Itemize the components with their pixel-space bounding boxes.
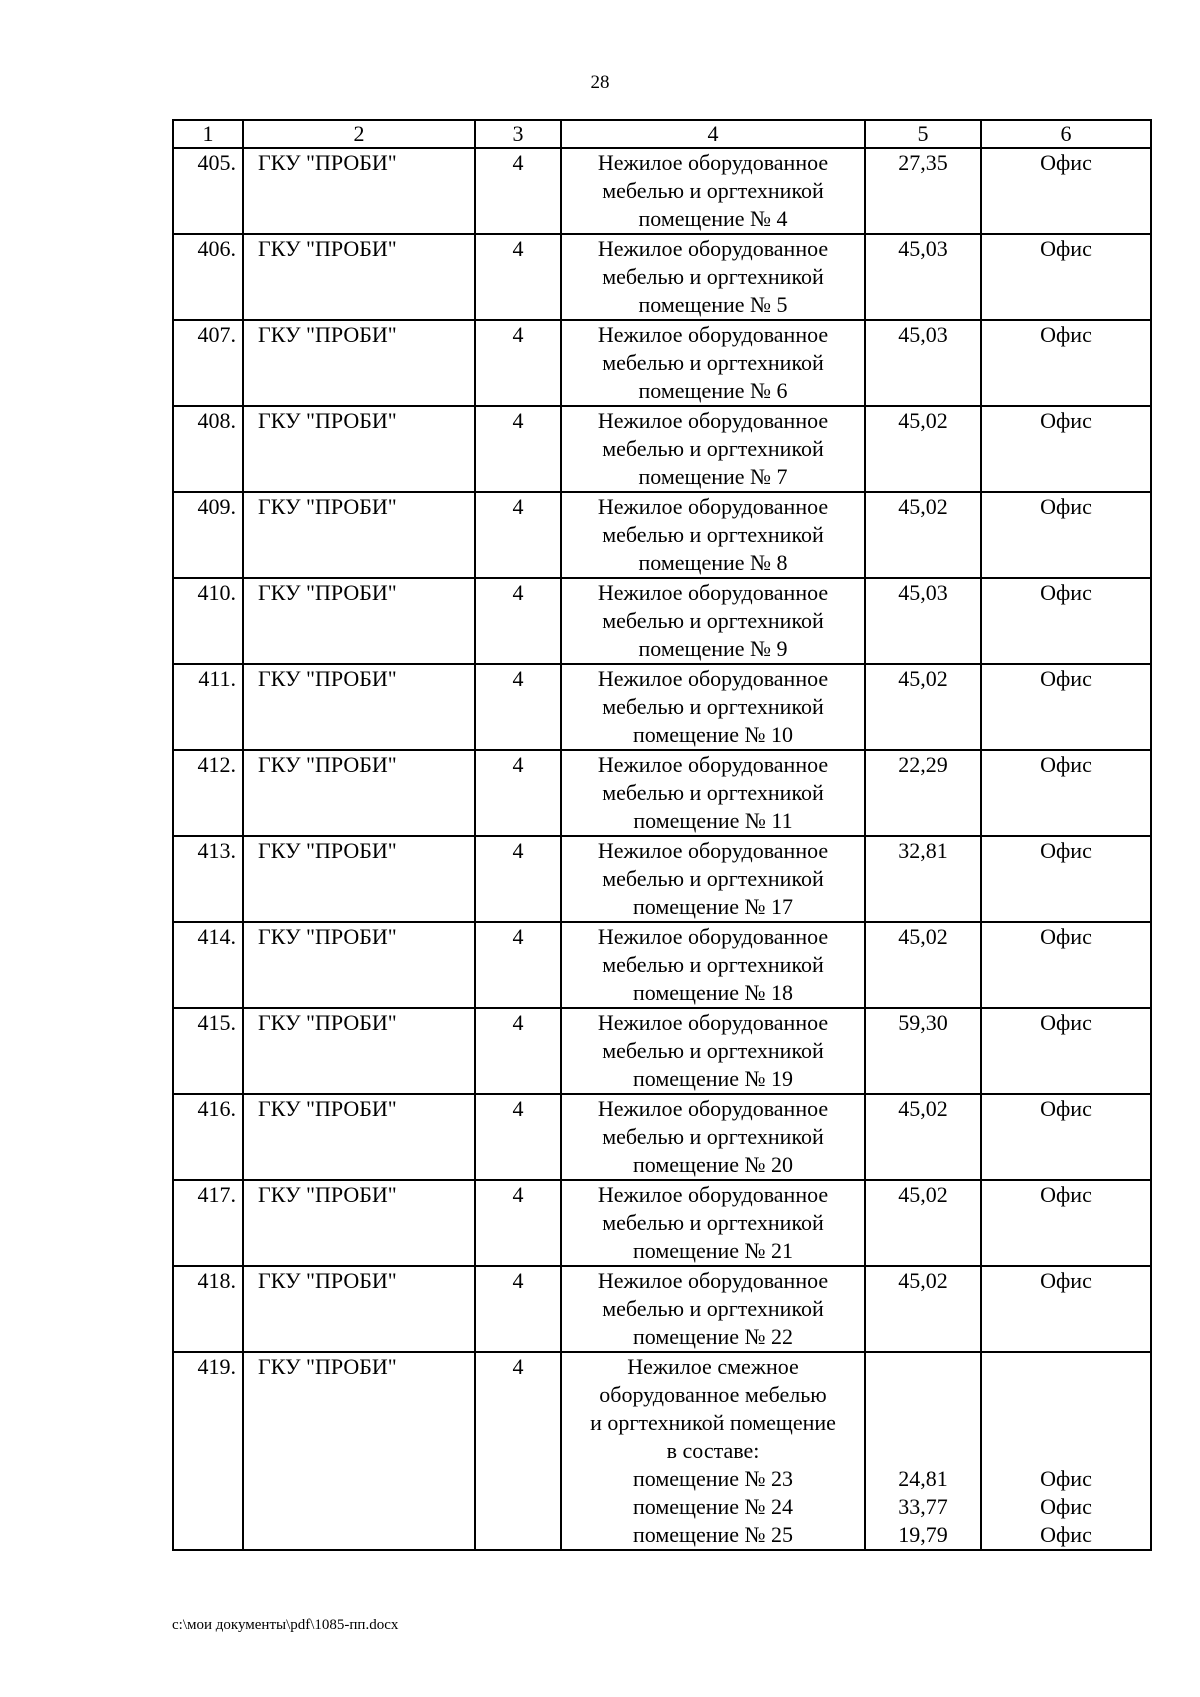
- floor-cell: 4: [475, 578, 561, 664]
- usage-value: Офис: [1040, 408, 1092, 433]
- row-number-cell: 410.: [173, 578, 243, 664]
- description-cell: [561, 406, 865, 492]
- description-line: в составе:: [666, 1438, 760, 1463]
- floor-cell: 4: [475, 148, 561, 234]
- description-line: мебелью и оргтехникой: [602, 436, 824, 461]
- area-value: 45,02: [898, 1096, 948, 1121]
- description-line: мебелью и оргтехникой: [602, 264, 824, 289]
- page-number: 28: [590, 72, 610, 93]
- row-number-cell: 409.: [173, 492, 243, 578]
- floor-cell: 4: [475, 320, 561, 406]
- description-line: Нежилое оборудованное: [597, 236, 829, 261]
- area-cell: [865, 406, 981, 492]
- description-cell: [561, 234, 865, 320]
- floor-cell: 4: [475, 750, 561, 836]
- header-cell-1: 1: [173, 120, 243, 148]
- floor-cell: 4: [475, 836, 561, 922]
- description-cell: [561, 492, 865, 578]
- description-line: помещение № 19: [632, 1066, 794, 1091]
- usage-value: Офис: [1040, 1268, 1092, 1293]
- floor-cell: 4: [475, 406, 561, 492]
- header-cell-3: 3: [475, 120, 561, 148]
- description-line: Нежилое оборудованное: [597, 150, 829, 175]
- description-line: помещение № 6: [638, 378, 788, 403]
- description-cell: [561, 664, 865, 750]
- floor-cell: 4: [475, 492, 561, 578]
- table-row: [173, 750, 1151, 836]
- footer-file-path: c:\мои документы\pdf\1085-пп.docx: [172, 1617, 399, 1633]
- usage-cell: [981, 234, 1151, 320]
- area-value: 32,81: [898, 838, 948, 863]
- description-line: мебелью и оргтехникой: [602, 694, 824, 719]
- description-line: Нежилое оборудованное: [597, 1182, 829, 1207]
- description-cell: [561, 578, 865, 664]
- table-row: [173, 492, 1151, 578]
- description-line: оборудованное мебелью: [599, 1382, 827, 1407]
- area-cell: [865, 1266, 981, 1352]
- floor-cell: 4: [475, 922, 561, 1008]
- description-line: Нежилое оборудованное: [597, 1096, 829, 1121]
- usage-value: Офис: [1040, 1522, 1092, 1547]
- usage-value: Офис: [1040, 150, 1092, 175]
- description-line: Нежилое оборудованное: [597, 838, 829, 863]
- description-line: и оргтехникой помещение: [590, 1410, 836, 1435]
- area-value: 45,03: [898, 322, 948, 347]
- area-value: 59,30: [898, 1010, 948, 1035]
- description-line: Нежилое оборудованное: [597, 322, 829, 347]
- header-cell-2: 2: [243, 120, 475, 148]
- area-value: 45,02: [898, 1182, 948, 1207]
- usage-cell: [981, 1094, 1151, 1180]
- area-cell: [865, 320, 981, 406]
- description-cell: [561, 922, 865, 1008]
- description-line: Нежилое оборудованное: [597, 924, 829, 949]
- table-row: [173, 1266, 1151, 1352]
- area-cell: [865, 750, 981, 836]
- floor-cell: 4: [475, 1180, 561, 1266]
- usage-value: Офис: [1040, 236, 1092, 261]
- usage-cell: [981, 1352, 1151, 1550]
- area-value: 24,81: [898, 1466, 948, 1491]
- usage-cell: [981, 922, 1151, 1008]
- organization-cell: ГКУ "ПРОБИ": [243, 1266, 475, 1352]
- row-number-cell: 419.: [173, 1352, 243, 1550]
- description-line: Нежилое оборудованное: [597, 752, 829, 777]
- area-value: 19,79: [898, 1522, 948, 1547]
- description-cell: [561, 320, 865, 406]
- floor-cell: 4: [475, 1352, 561, 1550]
- table-row: [173, 148, 1151, 234]
- description-cell: [561, 750, 865, 836]
- row-number-cell: 412.: [173, 750, 243, 836]
- table-row: [173, 1352, 1151, 1550]
- description-line: помещение № 25: [632, 1522, 794, 1547]
- usage-value: Офис: [1040, 1096, 1092, 1121]
- description-line: мебелью и оргтехникой: [602, 350, 824, 375]
- table-header-row: [173, 120, 1151, 148]
- property-table: [172, 119, 1152, 1551]
- usage-cell: [981, 1008, 1151, 1094]
- area-cell: [865, 1008, 981, 1094]
- usage-value: Офис: [1040, 838, 1092, 863]
- usage-cell: [981, 836, 1151, 922]
- row-number-cell: 415.: [173, 1008, 243, 1094]
- usage-value: Офис: [1040, 1466, 1092, 1491]
- row-number-cell: 416.: [173, 1094, 243, 1180]
- usage-value: [986, 1409, 1146, 1437]
- organization-cell: ГКУ "ПРОБИ": [243, 750, 475, 836]
- table-row: [173, 836, 1151, 922]
- description-line: помещение № 9: [638, 636, 788, 661]
- floor-cell: 4: [475, 234, 561, 320]
- organization-cell: ГКУ "ПРОБИ": [243, 320, 475, 406]
- description-line: мебелью и оргтехникой: [602, 1210, 824, 1235]
- row-number-cell: 413.: [173, 836, 243, 922]
- description-line: помещение № 17: [632, 894, 794, 919]
- usage-cell: [981, 320, 1151, 406]
- description-line: мебелью и оргтехникой: [602, 522, 824, 547]
- area-cell: [865, 664, 981, 750]
- floor-cell: 4: [475, 1266, 561, 1352]
- area-value: 22,29: [898, 752, 948, 777]
- description-line: Нежилое оборудованное: [597, 666, 829, 691]
- description-cell: [561, 1352, 865, 1550]
- header-cell-4: 4: [561, 120, 865, 148]
- description-line: помещение № 4: [638, 206, 788, 231]
- area-value: [870, 1353, 976, 1381]
- description-line: помещение № 5: [638, 292, 788, 317]
- usage-value: Офис: [1040, 494, 1092, 519]
- usage-value: Офис: [1040, 666, 1092, 691]
- row-number-cell: 408.: [173, 406, 243, 492]
- usage-value: Офис: [1040, 752, 1092, 777]
- description-line: помещение № 10: [632, 722, 794, 747]
- area-value: 45,03: [898, 580, 948, 605]
- description-line: помещение № 21: [632, 1238, 794, 1263]
- description-line: помещение № 7: [638, 464, 788, 489]
- description-line: мебелью и оргтехникой: [602, 1038, 824, 1063]
- table-row: [173, 922, 1151, 1008]
- organization-cell: ГКУ "ПРОБИ": [243, 578, 475, 664]
- organization-cell: ГКУ "ПРОБИ": [243, 148, 475, 234]
- usage-cell: [981, 664, 1151, 750]
- area-cell: [865, 1094, 981, 1180]
- organization-cell: ГКУ "ПРОБИ": [243, 1008, 475, 1094]
- row-number-cell: 417.: [173, 1180, 243, 1266]
- area-value: [870, 1409, 976, 1437]
- area-cell: [865, 1352, 981, 1550]
- organization-cell: ГКУ "ПРОБИ": [243, 1094, 475, 1180]
- area-value: 45,03: [898, 236, 948, 261]
- area-value: [870, 1381, 976, 1409]
- description-cell: [561, 148, 865, 234]
- description-line: Нежилое смежное: [627, 1354, 799, 1379]
- description-cell: [561, 1008, 865, 1094]
- usage-value: Офис: [1040, 1010, 1092, 1035]
- description-line: помещение № 20: [632, 1152, 794, 1177]
- usage-cell: [981, 406, 1151, 492]
- description-line: Нежилое оборудованное: [597, 1010, 829, 1035]
- description-cell: [561, 1266, 865, 1352]
- organization-cell: ГКУ "ПРОБИ": [243, 492, 475, 578]
- floor-cell: 4: [475, 1008, 561, 1094]
- area-cell: [865, 234, 981, 320]
- area-cell: [865, 1180, 981, 1266]
- description-line: мебелью и оргтехникой: [602, 866, 824, 891]
- usage-value: Офис: [1040, 322, 1092, 347]
- description-cell: [561, 1180, 865, 1266]
- row-number-cell: 407.: [173, 320, 243, 406]
- description-line: помещение № 8: [638, 550, 788, 575]
- description-line: мебелью и оргтехникой: [602, 608, 824, 633]
- organization-cell: ГКУ "ПРОБИ": [243, 406, 475, 492]
- area-cell: [865, 148, 981, 234]
- organization-cell: ГКУ "ПРОБИ": [243, 1180, 475, 1266]
- row-number-cell: 418.: [173, 1266, 243, 1352]
- organization-cell: ГКУ "ПРОБИ": [243, 1352, 475, 1550]
- description-line: помещение № 11: [633, 808, 793, 833]
- area-cell: [865, 922, 981, 1008]
- area-cell: [865, 836, 981, 922]
- usage-value: Офис: [1040, 1494, 1092, 1519]
- usage-value: Офис: [1040, 580, 1092, 605]
- table-row: [173, 578, 1151, 664]
- area-cell: [865, 578, 981, 664]
- usage-cell: [981, 1266, 1151, 1352]
- area-value: 45,02: [898, 666, 948, 691]
- description-line: Нежилое оборудованное: [597, 1268, 829, 1293]
- description-line: помещение № 18: [632, 980, 794, 1005]
- row-number-cell: 414.: [173, 922, 243, 1008]
- usage-cell: [981, 578, 1151, 664]
- description-line: помещение № 24: [632, 1494, 794, 1519]
- table-row: [173, 1008, 1151, 1094]
- table-row: [173, 234, 1151, 320]
- description-line: мебелью и оргтехникой: [602, 780, 824, 805]
- organization-cell: ГКУ "ПРОБИ": [243, 234, 475, 320]
- row-number-cell: 406.: [173, 234, 243, 320]
- description-cell: [561, 836, 865, 922]
- floor-cell: 4: [475, 664, 561, 750]
- usage-cell: [981, 148, 1151, 234]
- area-value: 27,35: [898, 150, 948, 175]
- description-line: Нежилое оборудованное: [597, 580, 829, 605]
- area-value: 45,02: [898, 1268, 948, 1293]
- description-line: мебелью и оргтехникой: [602, 952, 824, 977]
- usage-value: Офис: [1040, 924, 1092, 949]
- usage-value: Офис: [1040, 1182, 1092, 1207]
- usage-cell: [981, 492, 1151, 578]
- usage-cell: [981, 750, 1151, 836]
- description-cell: [561, 1094, 865, 1180]
- description-line: мебелью и оргтехникой: [602, 178, 824, 203]
- area-value: 33,77: [898, 1494, 948, 1519]
- table-row: [173, 1180, 1151, 1266]
- description-line: мебелью и оргтехникой: [602, 1124, 824, 1149]
- area-value: 45,02: [898, 924, 948, 949]
- description-line: Нежилое оборудованное: [597, 408, 829, 433]
- header-cell-6: 6: [981, 120, 1151, 148]
- description-line: помещение № 23: [632, 1466, 794, 1491]
- floor-cell: 4: [475, 1094, 561, 1180]
- usage-value: [986, 1353, 1146, 1381]
- organization-cell: ГКУ "ПРОБИ": [243, 836, 475, 922]
- area-value: 45,02: [898, 408, 948, 433]
- description-line: помещение № 22: [632, 1324, 794, 1349]
- row-number-cell: 405.: [173, 148, 243, 234]
- description-line: Нежилое оборудованное: [597, 494, 829, 519]
- area-value: 45,02: [898, 494, 948, 519]
- table-row: [173, 406, 1151, 492]
- table-row: [173, 1094, 1151, 1180]
- usage-value: [986, 1381, 1146, 1409]
- header-cell-5: 5: [865, 120, 981, 148]
- table-row: [173, 664, 1151, 750]
- usage-cell: [981, 1180, 1151, 1266]
- organization-cell: ГКУ "ПРОБИ": [243, 664, 475, 750]
- row-number-cell: 411.: [173, 664, 243, 750]
- usage-value: [986, 1437, 1146, 1465]
- description-line: мебелью и оргтехникой: [602, 1296, 824, 1321]
- organization-cell: ГКУ "ПРОБИ": [243, 922, 475, 1008]
- area-cell: [865, 492, 981, 578]
- table-row: [173, 320, 1151, 406]
- area-value: [870, 1437, 976, 1465]
